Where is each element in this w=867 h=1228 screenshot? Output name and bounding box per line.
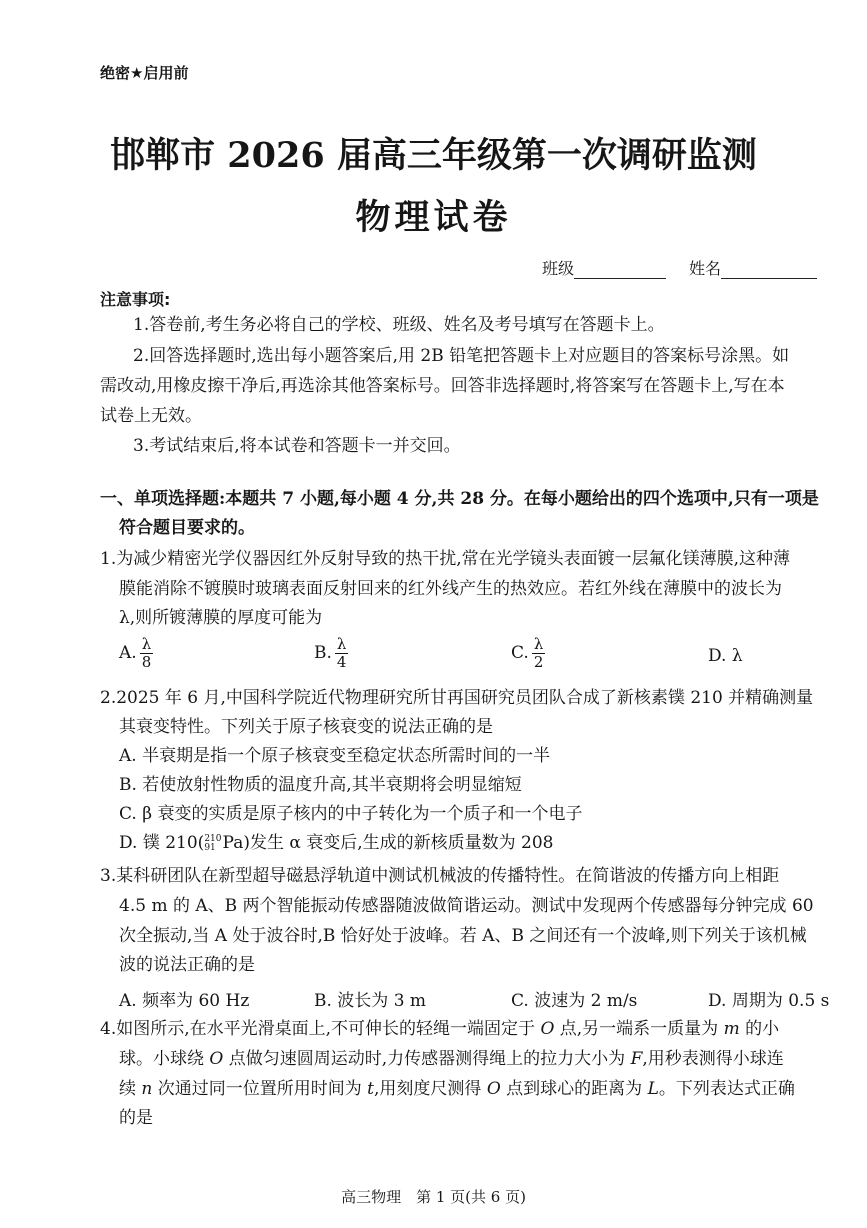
q4-var-n: n (141, 1079, 153, 1099)
q1-option-c (511, 636, 545, 671)
q3-option-a: A. 频率为 60 Hz (119, 991, 250, 1011)
class-field (542, 256, 666, 279)
q1-option-c-denominator: 2 (533, 653, 544, 671)
nuclide-mass-number: 210 (204, 833, 222, 844)
q3-line-4: 波的说法正确的是 (119, 955, 255, 975)
q1-option-b-label: B. (314, 643, 332, 663)
q4-var-F: F (630, 1049, 643, 1069)
q4-line-1 (100, 1019, 779, 1039)
notice-line-5: 3.考试结束后,将本试卷和答题卡一并交回。 (133, 436, 461, 456)
nuclide-numbers (204, 835, 221, 853)
q3-line-3: 次全振动,当 A 处于波谷时,B 恰好处于波峰。若 A、B 之间还有一个波峰,则下列关于该机械 (119, 926, 807, 946)
q4-text: ,用秒表测得小球连 (642, 1049, 784, 1069)
notice-line-3: 需改动,用橡皮擦干净后,再选涂其他答案标号。回答非选择题时,将答案写在答题卡上,写在本 (100, 376, 785, 396)
q4-text: 4.如图所示,在水平光滑桌面上,不可伸长的轻绳一端固定于 (100, 1019, 541, 1039)
q3-option-b: B. 波长为 3 m (314, 991, 427, 1011)
q2-option-c: C. β 衰变的实质是原子核内的中子转化为一个质子和一个电子 (119, 804, 583, 824)
q4-line-3 (119, 1079, 795, 1099)
q4-var-O: O (486, 1079, 501, 1099)
q4-text: 球。小球绕 (119, 1049, 210, 1069)
exam-subject-title: 物理试卷 (355, 197, 512, 238)
q4-text: 续 (119, 1079, 142, 1099)
q1-option-b (314, 636, 348, 671)
q4-var-O: O (540, 1019, 555, 1039)
q2-option-d-suffix: )发生 α 衰变后,生成的新核质量数为 208 (243, 833, 554, 853)
q2-option-d-prefix: D. 镤 210( (119, 833, 205, 853)
q4-text: ,用刻度尺测得 (374, 1079, 487, 1099)
q4-text: 。下列表达式正确 (658, 1079, 795, 1099)
q4-text: 次通过同一位置所用时间为 (152, 1079, 368, 1099)
q4-var-t: t (367, 1079, 375, 1099)
q1-line-2: 膜能消除不镀膜时玻璃表面反射回来的红外线产生的热效应。若红外线在薄膜中的波长为 (119, 579, 782, 599)
q4-var-m: m (723, 1019, 740, 1039)
q1-option-c-fraction (532, 636, 546, 671)
name-blank (721, 262, 817, 279)
q3-option-c: C. 波速为 2 m/s (511, 991, 638, 1011)
q1-option-a-label: A. (119, 643, 137, 663)
q1-option-a (119, 636, 153, 671)
notice-line-2: 2.回答选择题时,选出每小题答案后,用 2B 铅笔把答题卡上对应题目的答案标号涂黑。如 (133, 346, 790, 366)
q1-option-c-label: C. (511, 643, 529, 663)
page-footer: 高三物理 第 1 页(共 6 页) (341, 1188, 526, 1206)
notice-line-1: 1.答卷前,考生务必将自己的学校、班级、姓名及考号填写在答题卡上。 (133, 315, 665, 335)
q1-option-a-denominator: 8 (141, 653, 152, 671)
q1-option-a-numerator: λ (141, 635, 152, 653)
q4-var-O: O (209, 1049, 224, 1069)
q1-option-b-numerator: λ (336, 635, 347, 653)
q1-line-1: 1.为减少精密光学仪器因红外反射导致的热干扰,常在光学镜头表面镀一层氟化镁薄膜,这种薄 (100, 549, 791, 569)
q4-text: 点做匀速圆周运动时,力传感器测得绳上的拉力大小为 (223, 1049, 631, 1069)
exam-title: 邯郸市 2026 届高三年级第一次调研监测 (110, 135, 757, 176)
name-field (689, 256, 817, 279)
q2-line-2: 其衰变特性。下列关于原子核衰变的说法正确的是 (119, 717, 493, 737)
q2-option-d (119, 833, 554, 853)
q4-text: 的小 (739, 1019, 780, 1039)
notice-title: 注意事项: (100, 290, 171, 309)
q3-option-d: D. 周期为 0.5 s (708, 991, 830, 1011)
q1-option-b-fraction (335, 636, 349, 671)
class-label: 班级 (542, 259, 575, 278)
q4-text: 点,另一端系一质量为 (554, 1019, 724, 1039)
secret-label: 绝密★启用前 (100, 64, 189, 82)
q1-option-b-denominator: 4 (336, 653, 347, 671)
q1-option-c-numerator: λ (533, 635, 544, 653)
nuclide-atomic-number: 91 (204, 842, 216, 853)
class-blank (574, 262, 666, 279)
q1-option-a-fraction (140, 636, 154, 671)
q1-option-d: D. λ (708, 646, 743, 666)
q1-line-3: λ,则所镀薄膜的厚度可能为 (119, 608, 323, 628)
section-1-heading-cont: 符合题目要求的。 (119, 518, 255, 538)
q2-option-b: B. 若使放射性物质的温度升高,其半衰期将会明显缩短 (119, 775, 522, 795)
q4-line-2 (119, 1049, 784, 1069)
q3-line-1: 3.某科研团队在新型超导磁悬浮轨道中测试机械波的传播特性。在简谐波的传播方向上相距 (100, 866, 780, 886)
q2-option-a: A. 半衰期是指一个原子核衰变至稳定状态所需时间的一半 (119, 746, 551, 766)
notice-line-4: 试卷上无效。 (100, 406, 202, 426)
q3-line-2: 4.5 m 的 A、B 两个智能振动传感器随波做简谐运动。测试中发现两个传感器每分钟完成 60 (119, 896, 814, 916)
nuclide-symbol: Pa (222, 833, 244, 853)
q4-var-L: L (647, 1079, 659, 1099)
section-1-heading: 一、单项选择题:本题共 7 小题,每小题 4 分,共 28 分。在每小题给出的四个选项中,只有一项是 (100, 489, 819, 509)
q4-line-4: 的是 (119, 1108, 153, 1128)
q2-line-1: 2.2025 年 6 月,中国科学院近代物理研究所甘再国研究员团队合成了新核素镤 210 并精确测量 (100, 688, 814, 708)
q4-text: 点到球心的距离为 (500, 1079, 648, 1099)
name-label: 姓名 (689, 259, 722, 278)
